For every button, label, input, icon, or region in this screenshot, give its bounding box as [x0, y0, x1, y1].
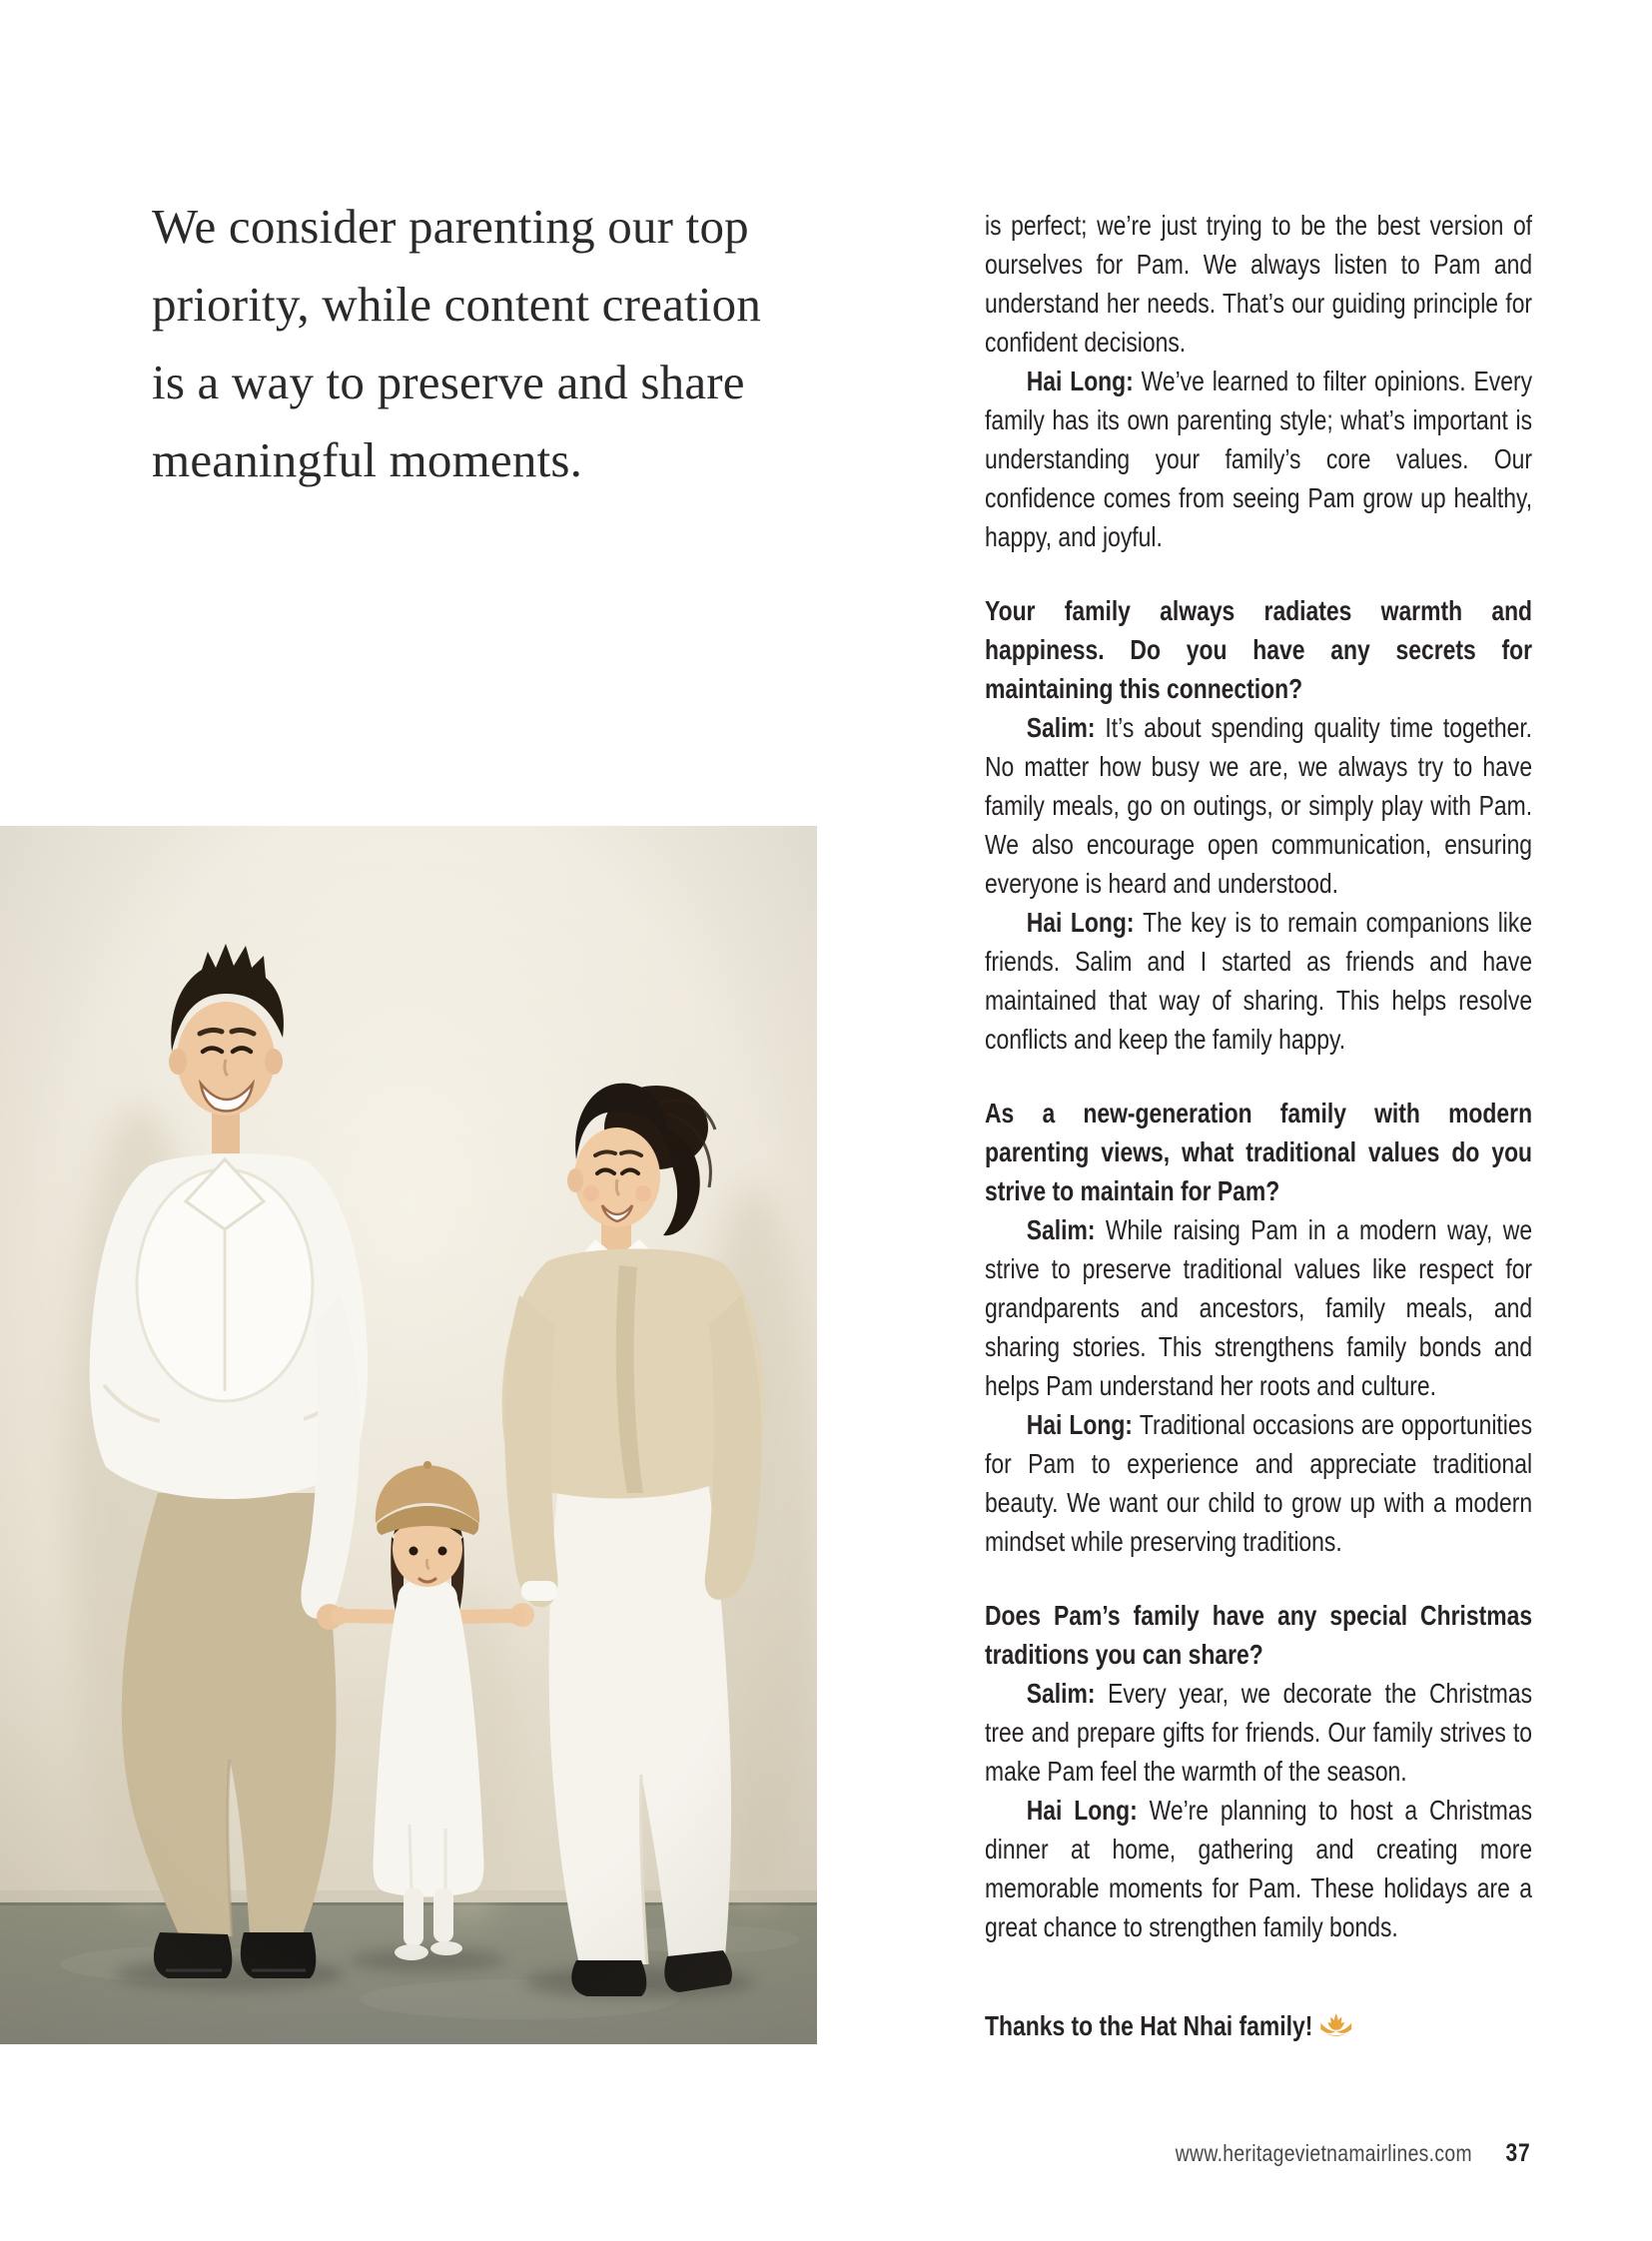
article-paragraph	[985, 206, 1532, 362]
paragraph-text: The key is to remain companions like friends. Salim and I started as friends and have maintained that way of sharing. This helps resolve conflicts and keep the family happy.	[985, 907, 1533, 1055]
article-paragraph	[985, 708, 1532, 903]
pull-quote-line: priority, while content creation	[152, 277, 762, 332]
paragraph-text: Traditional occasions are opportunities for Pam to experience and appreciate traditional beauty. We want our child to grow up with a modern mindset while preserving traditions.	[985, 1409, 1533, 1557]
pull-quote-line: meaningful moments.	[152, 432, 583, 487]
photo-vignette	[0, 826, 817, 2044]
article-paragraph	[985, 1674, 1532, 1791]
paragraph-text: Your family always radiates warmth and happiness. Do you have any secrets for maintaining this connection?	[985, 595, 1533, 704]
speaker-label: Hai Long:	[1026, 1795, 1150, 1826]
article-paragraph	[985, 1405, 1532, 1561]
speaker-label: Salim:	[1026, 1678, 1109, 1709]
paragraph-text: While raising Pam in a modern way, we strive to preserve traditional values like respect for grandparents and ancestors, family meals, and sharing stories. This strengthens family bonds and helps Pam understand her roots and culture.	[985, 1214, 1533, 1401]
article-paragraph	[985, 1210, 1532, 1405]
pull-quote-line: We consider parenting our top	[152, 199, 749, 254]
paragraph-text: Does Pam’s family have any special Christmas traditions you can share?	[985, 1600, 1533, 1670]
interview-question	[985, 1596, 1532, 1674]
speaker-label: Salim:	[1026, 1214, 1106, 1245]
paragraph-text: is perfect; we’re just trying to be the best version of ourselves for Pam. We always listen to Pam and understand her needs. That’s our guiding principle for confident decisions.	[985, 210, 1533, 358]
pull-quote	[152, 188, 851, 499]
page-number: 37	[1505, 2139, 1531, 2167]
paragraph-text: We’ve learned to filter opinions. Every family has its own parenting style; what’s important is understanding your family’s core values. Our confidence comes from seeing Pam grow up healthy, happy, and joyful.	[985, 366, 1533, 552]
speaker-label: Hai Long:	[1026, 907, 1144, 938]
paragraph-text: As a new-generation family with modern parenting views, what traditional values do you strive to maintain for Pam?	[985, 1098, 1533, 1206]
interview-question	[985, 591, 1532, 708]
speaker-label: Salim:	[1026, 712, 1106, 743]
article-paragraph	[985, 362, 1532, 556]
interview-question	[985, 1094, 1532, 1210]
closing-line	[985, 2006, 1532, 2045]
article-paragraph	[985, 1791, 1532, 1946]
article-paragraph	[985, 903, 1532, 1059]
footer-url: www.heritagevietnamairlines.com	[1176, 2140, 1473, 2166]
paragraph-text: It’s about spending quality time together. No matter how busy we are, we always try to have family meals, go on outings, or simply play with Pam. We also encourage open communication, ensuring everyone is heard and understood.	[985, 712, 1533, 899]
family-photo	[0, 826, 817, 2044]
paragraph-text: We’re planning to host a Christmas dinner at home, gathering and creating more memorable moments for Pam. These holidays are a great chance to strengthen family bonds.	[985, 1795, 1533, 1942]
pull-quote-line: is a way to preserve and share	[152, 355, 745, 409]
lotus-icon	[1321, 2013, 1352, 2038]
paragraph-text: Thanks to the Hat Nhai family!	[985, 2010, 1313, 2041]
family-photo-illustration	[0, 826, 817, 2044]
page-footer	[1176, 2139, 1531, 2168]
article-column	[985, 206, 1532, 2045]
speaker-label: Hai Long:	[1026, 1409, 1140, 1440]
speaker-label: Hai Long:	[1026, 366, 1142, 396]
paragraph-text: Every year, we decorate the Christmas tree and prepare gifts for friends. Our family strives to make Pam feel the warmth of the season.	[985, 1678, 1533, 1787]
